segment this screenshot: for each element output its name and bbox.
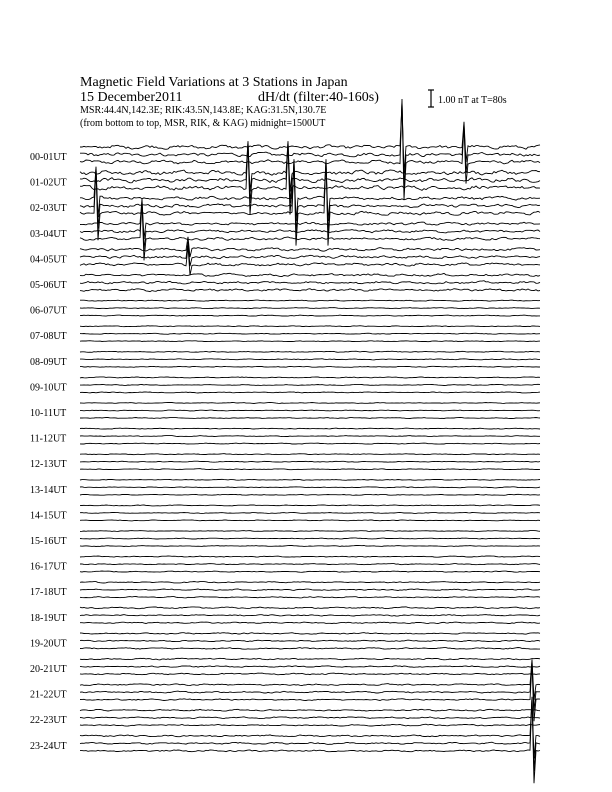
trace-msr-hour-6 <box>80 315 540 316</box>
trace-rik-hour-2 <box>80 160 540 233</box>
trace-kag-hour-8 <box>80 351 540 352</box>
hour-label: 18-19UT <box>30 612 67 624</box>
hour-label: 09-10UT <box>30 382 67 394</box>
trace-rik-hour-7 <box>80 333 540 334</box>
chart-date: 15 December2011 <box>80 90 183 105</box>
hour-label: 08-09UT <box>30 356 67 368</box>
hour-label: 22-23UT <box>30 715 67 727</box>
trace-rik-hour-23 <box>80 697 540 770</box>
trace-msr-hour-10 <box>80 418 540 419</box>
trace-kag-hour-15 <box>80 531 540 532</box>
trace-kag-hour-13 <box>80 479 540 480</box>
hour-label: 03-04UT <box>30 228 67 240</box>
scale-bar <box>428 90 507 107</box>
trace-rik-hour-17 <box>80 589 540 591</box>
hour-label: 06-07UT <box>30 305 67 317</box>
hour-label: 15-16UT <box>30 536 67 547</box>
trace-kag-hour-16 <box>80 556 540 557</box>
trace-msr-hour-11 <box>80 443 540 444</box>
hour-label: 10-11UT <box>30 408 67 419</box>
trace-kag-hour-20 <box>80 658 540 660</box>
trace-rik-hour-15 <box>80 538 540 539</box>
trace-msr-hour-12 <box>80 469 540 470</box>
trace-kag-hour-7 <box>80 326 540 327</box>
scale-label: 1.00 nT at T=80s <box>438 95 507 106</box>
trace-kag-hour-19 <box>80 633 540 635</box>
hour-label: 13-14UT <box>30 484 67 496</box>
trace-rik-hour-10 <box>80 410 540 411</box>
hour-label: 05-06UT <box>30 280 67 291</box>
hour-label: 04-05UT <box>30 254 67 266</box>
trace-rik-hour-5 <box>80 281 540 284</box>
trace-msr-hour-7 <box>80 341 540 342</box>
stations-line: MSR:44.4N,142.3E; RIK:43.5N,143.8E; KAG:31.5N,130.7E <box>80 105 327 116</box>
trace-rik-hour-14 <box>80 512 540 513</box>
trace-msr-hour-15 <box>80 546 540 547</box>
trace-rik-hour-22 <box>80 717 540 719</box>
trace-msr-hour-20 <box>80 673 540 675</box>
trace-msr-hour-17 <box>80 597 540 598</box>
trace-kag-hour-21 <box>80 659 540 699</box>
trace-kag-hour-22 <box>80 709 540 711</box>
trace-kag-hour-12 <box>80 454 540 455</box>
hour-label: 11-12UT <box>30 433 67 445</box>
trace-rik-hour-4 <box>80 242 540 267</box>
hour-label: 21-22UT <box>30 689 67 701</box>
trace-msr-hour-18 <box>80 622 540 624</box>
trace-rik-hour-11 <box>80 436 540 437</box>
trace-msr-hour-19 <box>80 648 540 650</box>
chart-title: Magnetic Field Variations at 3 Stations in Japan <box>80 75 348 90</box>
hour-label: 12-13UT <box>30 459 67 471</box>
traces <box>80 99 540 783</box>
hour-label: 20-21UT <box>30 664 67 675</box>
trace-kag-hour-9 <box>80 377 540 378</box>
trace-msr-hour-4 <box>80 246 540 275</box>
trace-msr-hour-16 <box>80 571 540 572</box>
trace-rik-hour-9 <box>80 384 540 385</box>
trace-kag-hour-10 <box>80 403 540 404</box>
hour-label: 02-03UT <box>30 203 67 215</box>
hour-label: 19-20UT <box>30 638 67 650</box>
trace-msr-hour-5 <box>80 289 540 292</box>
trace-kag-hour-5 <box>80 273 540 276</box>
trace-rik-hour-19 <box>80 640 540 642</box>
trace-msr-hour-9 <box>80 392 540 393</box>
trace-msr-hour-22 <box>80 724 540 726</box>
trace-rik-hour-13 <box>80 487 540 488</box>
trace-kag-hour-17 <box>80 582 540 584</box>
trace-kag-hour-23 <box>80 698 540 759</box>
trace-rik-hour-6 <box>80 308 540 309</box>
trace-rik-hour-21 <box>80 662 540 711</box>
trace-kag-hour-6 <box>80 300 540 301</box>
trace-kag-hour-14 <box>80 505 540 506</box>
trace-msr-hour-14 <box>80 520 540 521</box>
hour-label: 16-17UT <box>30 561 67 573</box>
trace-rik-hour-3 <box>80 201 540 250</box>
trace-rik-hour-18 <box>80 615 540 617</box>
hour-label: 17-18UT <box>30 587 67 599</box>
chart-measure: dH/dt (filter:40-160s) <box>258 90 379 105</box>
order-line: (from bottom to top, MSR, RIK, & KAG) midnight=1500UT <box>80 118 326 129</box>
trace-msr-hour-21 <box>80 664 540 722</box>
hour-label: 01-02UT <box>30 177 67 189</box>
trace-rik-hour-12 <box>80 461 540 462</box>
hour-label: 23-24UT <box>30 740 67 752</box>
trace-msr-hour-8 <box>80 366 540 367</box>
hour-label: 07-08UT <box>30 331 67 343</box>
trace-rik-hour-1 <box>80 142 540 203</box>
trace-kag-hour-11 <box>80 428 540 429</box>
trace-rik-hour-20 <box>80 666 540 668</box>
hour-label: 14-15UT <box>30 510 67 522</box>
trace-rik-hour-8 <box>80 359 540 360</box>
hour-labels <box>30 152 67 752</box>
hour-label: 00-01UT <box>30 152 67 163</box>
trace-msr-hour-13 <box>80 494 540 495</box>
trace-kag-hour-18 <box>80 607 540 609</box>
trace-rik-hour-16 <box>80 564 540 565</box>
